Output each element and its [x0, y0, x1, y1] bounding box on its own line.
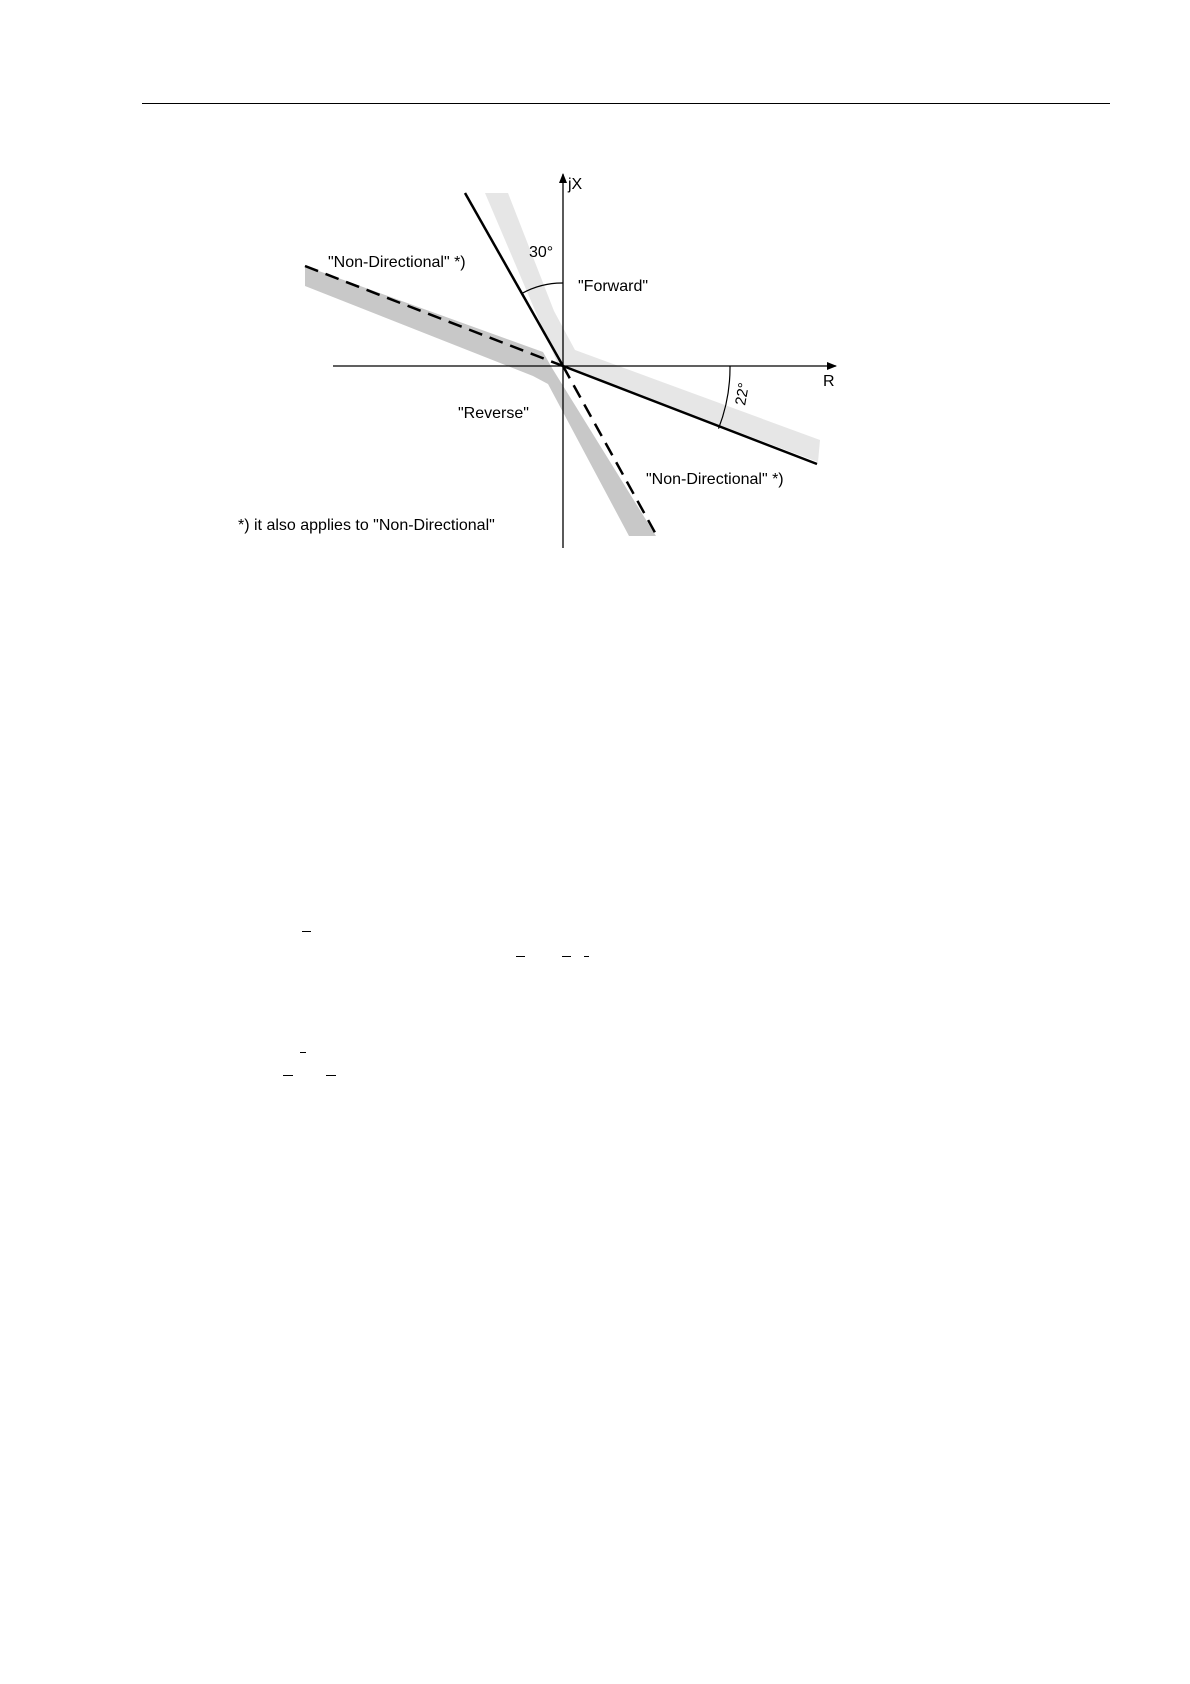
footnote: *) it also applies to "Non-Directional": [238, 517, 495, 534]
vector-overbar: [326, 1075, 336, 1076]
vector-overbar: [283, 1075, 293, 1076]
angle-label-30: 30°: [529, 244, 554, 261]
vector-overbar: [584, 956, 589, 957]
vector-overbar: [516, 956, 525, 957]
vector-overbar: [302, 931, 311, 932]
r-axis-label: R: [823, 373, 835, 390]
region-label-reverse: "Reverse": [458, 405, 529, 422]
region-label-nondirectional-upper: "Non-Directional" *): [328, 254, 466, 271]
region-label-forward: "Forward": [578, 278, 649, 295]
region-label-nondirectional-lower: "Non-Directional" *): [646, 471, 784, 488]
vector-overbar: [562, 956, 571, 957]
reverse-band: [305, 266, 656, 536]
jx-axis-label: jX: [568, 176, 583, 193]
angle-label-22: 22°: [732, 381, 753, 407]
vector-overbar: [300, 1052, 306, 1053]
forward-band: [485, 193, 820, 462]
